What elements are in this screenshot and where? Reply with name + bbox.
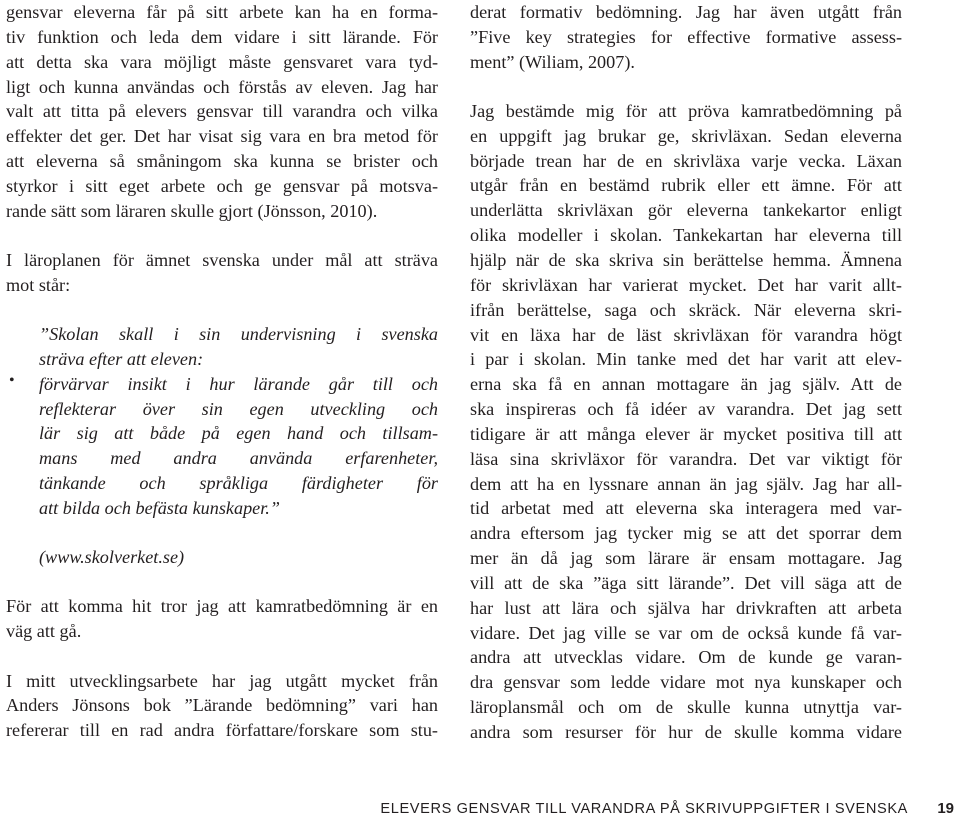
text-line: ment” (Wiliam, 2007). <box>470 51 635 72</box>
text-line: läroplansmål och om de skulle kunna utnyttja var- <box>470 697 902 718</box>
text-line: dra gensvar som ledde vidare mot nya kunskaper och <box>470 672 902 693</box>
text-line: I läroplanen för ämnet svenska under mål att sträva <box>6 249 438 270</box>
quote-line: att bilda och befästa kunskaper.” <box>39 497 280 518</box>
text-line: I mitt utvecklingsarbete har jag utgått mycket från <box>6 670 438 691</box>
paragraph-gap <box>6 644 438 668</box>
text-line: underlätta skrivläxan gör eleverna tankekartor enligt <box>470 200 902 221</box>
text-line: läsa sina skrivläxor för varandra. Det var viktigt för <box>470 448 902 469</box>
quote-line: mans med andra använda erfarenheter, <box>39 448 438 469</box>
running-title: ELEVERS GENSVAR TILL VARANDRA PÅ SKRIVUPPGIFTER I SVENSKA <box>380 801 908 817</box>
text-line: andra som resurser för hur de skulle komma vidare <box>470 722 902 743</box>
left-paragraph-1 <box>6 0 438 224</box>
quote-line: tänkande och språkliga färdigheter för <box>39 473 438 494</box>
quote-line: sträva efter att eleven: <box>39 348 204 369</box>
text-line: För att komma hit tror jag att kamratbedömning är en <box>6 596 438 617</box>
text-line: olika modeller i skolan. Tankekartan har eleverna till <box>470 225 902 246</box>
text-line: erna ska få en annan mottagare än jag själv. Att de <box>470 374 902 395</box>
text-line: att detta ska vara möjligt måste gensvaret vara tyd- <box>6 51 438 72</box>
text-line: effekter det ger. Det har visat sig vara en bra metod för <box>6 126 438 147</box>
right-paragraph-1 <box>470 0 902 75</box>
text-line: mot står: <box>6 274 71 295</box>
text-line: väg att gå. <box>6 621 82 642</box>
left-paragraph-4 <box>6 669 438 744</box>
page-footer <box>0 797 960 821</box>
text-line: refererar till en rad andra författare/forskare som stu- <box>6 720 438 741</box>
text-line: vill att de ska ”äga sitt lärande”. Det vill säga att de <box>470 572 902 593</box>
text-line: började trean har de en skrivläxa varje vecka. Läxan <box>470 150 902 171</box>
left-paragraph-2 <box>6 248 438 298</box>
text-line: styrkor i sitt eget arbete och ge gensvar på motsva- <box>6 175 438 196</box>
page-number: 19 <box>937 800 954 817</box>
text-line: gensvar eleverna får på sitt arbete kan ha en forma- <box>6 2 438 22</box>
text-line: ska inspireras och få idéer av varandra. Det jag sett <box>470 399 902 420</box>
text-line: Anders Jönsons bok ”Lärande bedömning” vari han <box>6 695 438 716</box>
quote-source: (www.skolverket.se) <box>39 547 185 568</box>
paragraph-gap <box>6 298 438 322</box>
quote-line: lär sig att både på egen hand och tillsam- <box>39 423 438 444</box>
text-line: utgår från en bestämd rubrik eller ett ämne. För att <box>470 175 902 196</box>
paragraph-gap <box>6 570 438 594</box>
text-line: i par i skolan. Min tanke med det har varit att elev- <box>470 349 902 370</box>
paragraph-gap <box>6 521 438 545</box>
quote-line: förvärvar insikt i hur lärande går till och <box>39 373 438 394</box>
text-line: en uppgift jag brukar ge, skrivläxan. Sedan eleverna <box>470 125 902 146</box>
text-line: dem att ha en lyssnare annan än jag själv. Jag har all- <box>470 473 902 494</box>
text-line: ”Five key strategies for effective formative assess- <box>470 26 902 47</box>
text-line: för skrivläxan har varierat mycket. Det har varit allt- <box>470 274 902 295</box>
quote-line: reflekterar över sin egen utveckling och <box>39 398 438 419</box>
right-column <box>470 0 902 745</box>
text-line: ifrån berättelse, saga och skräck. När eleverna skri- <box>470 299 902 320</box>
quote-line: ”Skolan skall i sin undervisning i svenska <box>39 324 438 345</box>
text-line: mer än då jag som lärare är ensam mottagare. Jag <box>470 548 902 569</box>
paragraph-gap <box>6 224 438 248</box>
text-line: vidare. Det jag ville se var om de också kunde få var- <box>470 622 902 643</box>
text-line: vit en läxa har de läst skrivläxan för varandra högt <box>470 324 902 345</box>
quote-bullet-item <box>6 372 438 521</box>
text-line: hjälp när de ska skriva sin berättelse hemma. Ämnena <box>470 249 902 270</box>
text-line: Jag bestämde mig för att pröva kamratbedömning på <box>470 100 902 121</box>
text-line: tidigare är att många elever är mycket positiva till att <box>470 423 902 444</box>
text-line: tid arbetat med att eleverna ska interagera med var- <box>470 498 902 519</box>
left-paragraph-3 <box>6 594 438 644</box>
curriculum-quote <box>6 322 438 570</box>
text-line: ligt och kunna användas och förstås av eleven. Jag har <box>6 76 438 97</box>
text-line: att eleverna så småningom ska kunna se brister och <box>6 151 438 172</box>
text-line: andra att utvecklas vidare. Om de kunde ge varan- <box>470 647 902 668</box>
paragraph-gap <box>470 75 902 99</box>
left-column <box>6 0 438 743</box>
text-line: tiv funktion och leda dem vidare i sitt lärande. För <box>6 26 438 47</box>
text-line: valt att titta på elevers gensvar till varandra och vilka <box>6 101 438 122</box>
text-line: andra eftersom jag tycker mig se att det sporrar dem <box>470 523 902 544</box>
bullet-marker: • <box>9 371 15 389</box>
text-line: derat formativ bedömning. Jag har även utgått från <box>470 2 902 22</box>
text-line: har lust att lära och själva har drivkraften att arbeta <box>470 597 902 618</box>
right-paragraph-2 <box>470 99 902 745</box>
text-line: rande sätt som läraren skulle gjort (Jönsson, 2010). <box>6 200 378 221</box>
